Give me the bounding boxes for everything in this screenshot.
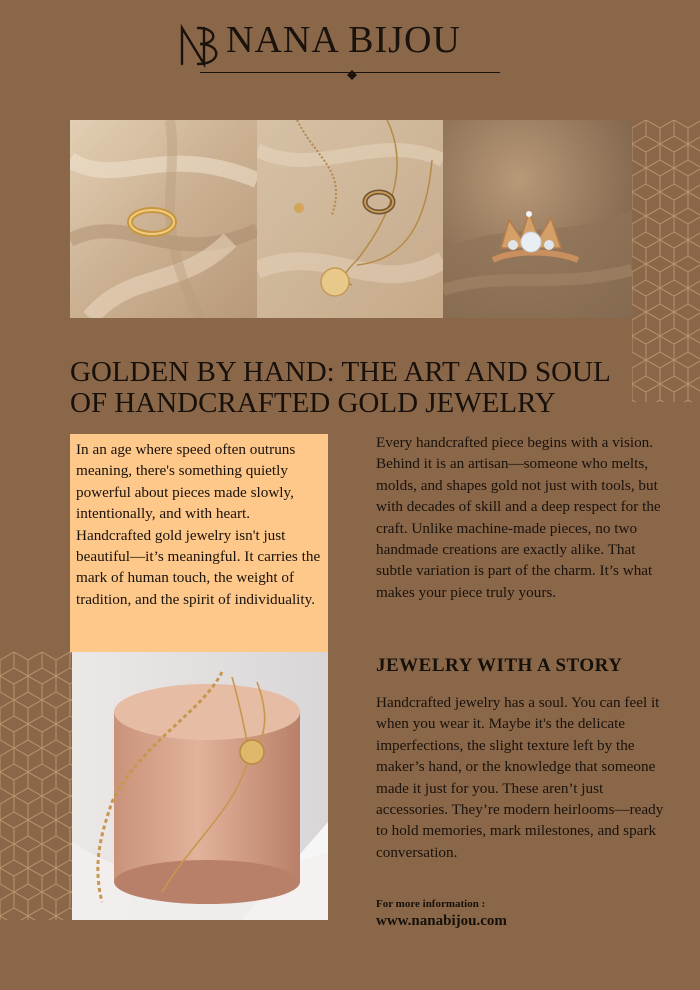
headline-line-1: GOLDEN BY HAND: THE ART AND SOUL [70, 356, 611, 388]
website-link[interactable]: www.nanabijou.com [376, 913, 507, 929]
article-headline [70, 357, 670, 419]
artisan-paragraph: Every handcrafted piece begins with a vision. Behind it is an artisan—someone who melts, molds, and shapes gold not just with tools, but with decades of skill and a deep respect for the craft. Unlike machine-made pieces, no two handmade creations are exactly alike. That subtle variation is part of the charm. It’s what makes your piece truly yours. [376, 434, 661, 601]
lattice-pattern-left [0, 652, 72, 920]
crown-ring-photo [443, 120, 632, 318]
story-paragraph: Handcrafted jewelry has a soul. You can feel it when you wear it. Maybe it's the delicate imperfections, the slight texture left by the maker’s hand, or the knowledge that someone made it just for you. These aren’t just accessories. They’re modern heirlooms—ready to hold memories, mark milestones, and spark conversation. [376, 694, 664, 861]
diamond-icon [347, 67, 357, 77]
gold-ring-on-silk-photo [70, 120, 257, 318]
contact-label: For more information : [376, 898, 486, 910]
section-heading: JEWELRY WITH A STORY [376, 655, 623, 676]
brand-name: NANA BIJOU [226, 19, 461, 61]
headline-line-2: OF HANDCRAFTED GOLD JEWELRY [70, 387, 556, 419]
gold-chains-on-cylinder-photo [72, 652, 328, 920]
nb-monogram-icon [176, 22, 224, 70]
gold-bracelet-ring-necklace-photo [257, 120, 443, 318]
intro-paragraph: In an age where speed often outruns meaning, there's something quietly powerful about pieces made slowly, intentionally, and with heart. Handcrafted gold jewelry isn't just beautiful—it’s meaningful. It carries the mark of human touch, the weight of tradition, and the spirit of individuality. [76, 441, 321, 608]
